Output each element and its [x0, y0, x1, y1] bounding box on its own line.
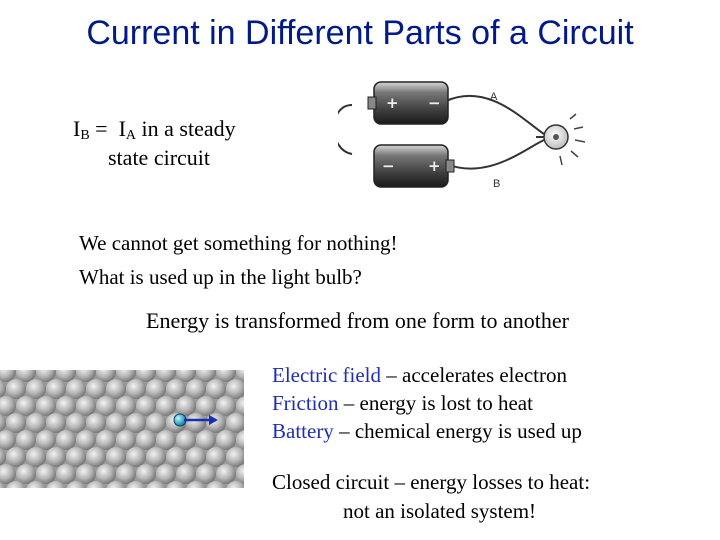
circuit-diagram: [338, 70, 600, 198]
lattice-atom: [116, 464, 136, 484]
symbol-i-a: I: [118, 116, 126, 141]
lattice-atom: [16, 430, 36, 450]
lattice-atom: [176, 430, 196, 450]
lattice-atom: [186, 447, 206, 467]
lattice-atom: [26, 413, 46, 433]
symbol-i-b: I: [73, 116, 81, 141]
current-equation: [73, 116, 236, 142]
lattice-atom: [136, 430, 156, 450]
lattice-atom: [46, 413, 66, 433]
lattice-atom: [216, 396, 236, 416]
desc-electric-field: – accelerates electron: [381, 363, 567, 387]
lattice-atom: [156, 430, 176, 450]
subscript-b: B: [80, 128, 90, 143]
battery-top: [368, 82, 448, 124]
lattice-atom: [46, 379, 66, 399]
term-friction: Friction: [272, 391, 339, 415]
lattice-atom: [126, 447, 146, 467]
lattice-atom: [36, 396, 56, 416]
wire-b: [446, 140, 544, 169]
lattice-atom: [76, 396, 96, 416]
lattice-atom: [6, 413, 26, 433]
lattice-atom: [106, 447, 126, 467]
lattice-atom: [26, 447, 46, 467]
desc-friction: – energy is lost to heat: [338, 391, 533, 415]
lattice-atom: [186, 413, 206, 433]
lattice-atom: [16, 396, 36, 416]
lattice-atom: [6, 447, 26, 467]
lattice-atom: [126, 379, 146, 399]
steady-text: in a steady: [136, 116, 236, 141]
lattice-atom: [66, 447, 86, 467]
lattice-atom: [26, 379, 46, 399]
equals-sign: =: [89, 116, 119, 141]
lattice-atom: [136, 464, 156, 484]
point-a-label: A: [490, 91, 498, 103]
lattice-atom: [46, 447, 66, 467]
lattice-atom: [126, 413, 146, 433]
lattice-atom: [56, 464, 76, 484]
lattice-atom: [196, 396, 216, 416]
question-2: What is used up in the light bulb?: [79, 265, 362, 289]
lattice-atom: [36, 464, 56, 484]
friction-line: [272, 391, 533, 416]
lattice-atom: [166, 379, 186, 399]
slide-title: Current in Different Parts of a Circuit: [86, 14, 634, 52]
battery-bottom: [374, 145, 454, 187]
minus-label-top: −: [428, 94, 441, 112]
lattice-atom: [176, 396, 196, 416]
lattice-atom: [86, 447, 106, 467]
state-circuit-text: state circuit: [108, 145, 211, 170]
lattice-atom: [56, 396, 76, 416]
desc-battery: – chemical energy is used up: [333, 419, 582, 443]
lattice-atom: [96, 430, 116, 450]
field-line: [272, 363, 567, 388]
lattice-atom: [66, 379, 86, 399]
lattice-atom: [56, 430, 76, 450]
question-1: We cannot get something for nothing!: [79, 231, 398, 255]
lattice-atom: [136, 396, 156, 416]
lattice-atom: [116, 430, 136, 450]
lattice-atom: [216, 430, 236, 450]
plus-label-top: +: [386, 94, 399, 112]
term-electric-field: Electric field: [272, 363, 382, 387]
lattice-atom: [196, 464, 216, 484]
wire-top: [338, 105, 352, 154]
lattice-atom: [106, 379, 126, 399]
lattice-atom: [96, 464, 116, 484]
lattice-atom: [86, 413, 106, 433]
lattice-atom: [216, 464, 236, 484]
term-battery: Battery: [272, 419, 334, 443]
lattice-atom: [166, 447, 186, 467]
lattice-atom: [206, 379, 226, 399]
lattice-atom: [96, 396, 116, 416]
lattice-atom: [146, 413, 166, 433]
lattice-atom: [36, 430, 56, 450]
lattice-atom: [86, 379, 106, 399]
lattice-atom: [106, 413, 126, 433]
closing-line-2: not an isolated system!: [343, 499, 537, 523]
subscript-a: A: [125, 128, 137, 143]
lattice-atom: [116, 396, 136, 416]
battery-line: [272, 419, 582, 444]
lattice-atom: [156, 396, 176, 416]
lattice-atom: [16, 464, 36, 484]
minus-label-bottom: −: [382, 157, 395, 175]
point-b-label: B: [493, 178, 501, 190]
lattice-atom: [156, 464, 176, 484]
atom-lattice: [0, 370, 244, 488]
lattice-atom: [196, 430, 216, 450]
lattice-atom: [186, 379, 206, 399]
closing-line-1: Closed circuit – energy losses to heat:: [272, 470, 591, 494]
lattice-atom: [76, 464, 96, 484]
lattice-atom: [176, 464, 196, 484]
lattice-atom: [76, 430, 96, 450]
answer-text: Energy is transformed from one form to another: [146, 308, 569, 333]
lattice-atom: [6, 379, 26, 399]
lattice-atom: [206, 447, 226, 467]
lattice-atom: [66, 413, 86, 433]
lattice-atom: [146, 447, 166, 467]
lattice-atom: [146, 379, 166, 399]
plus-label-bottom: +: [428, 157, 441, 175]
